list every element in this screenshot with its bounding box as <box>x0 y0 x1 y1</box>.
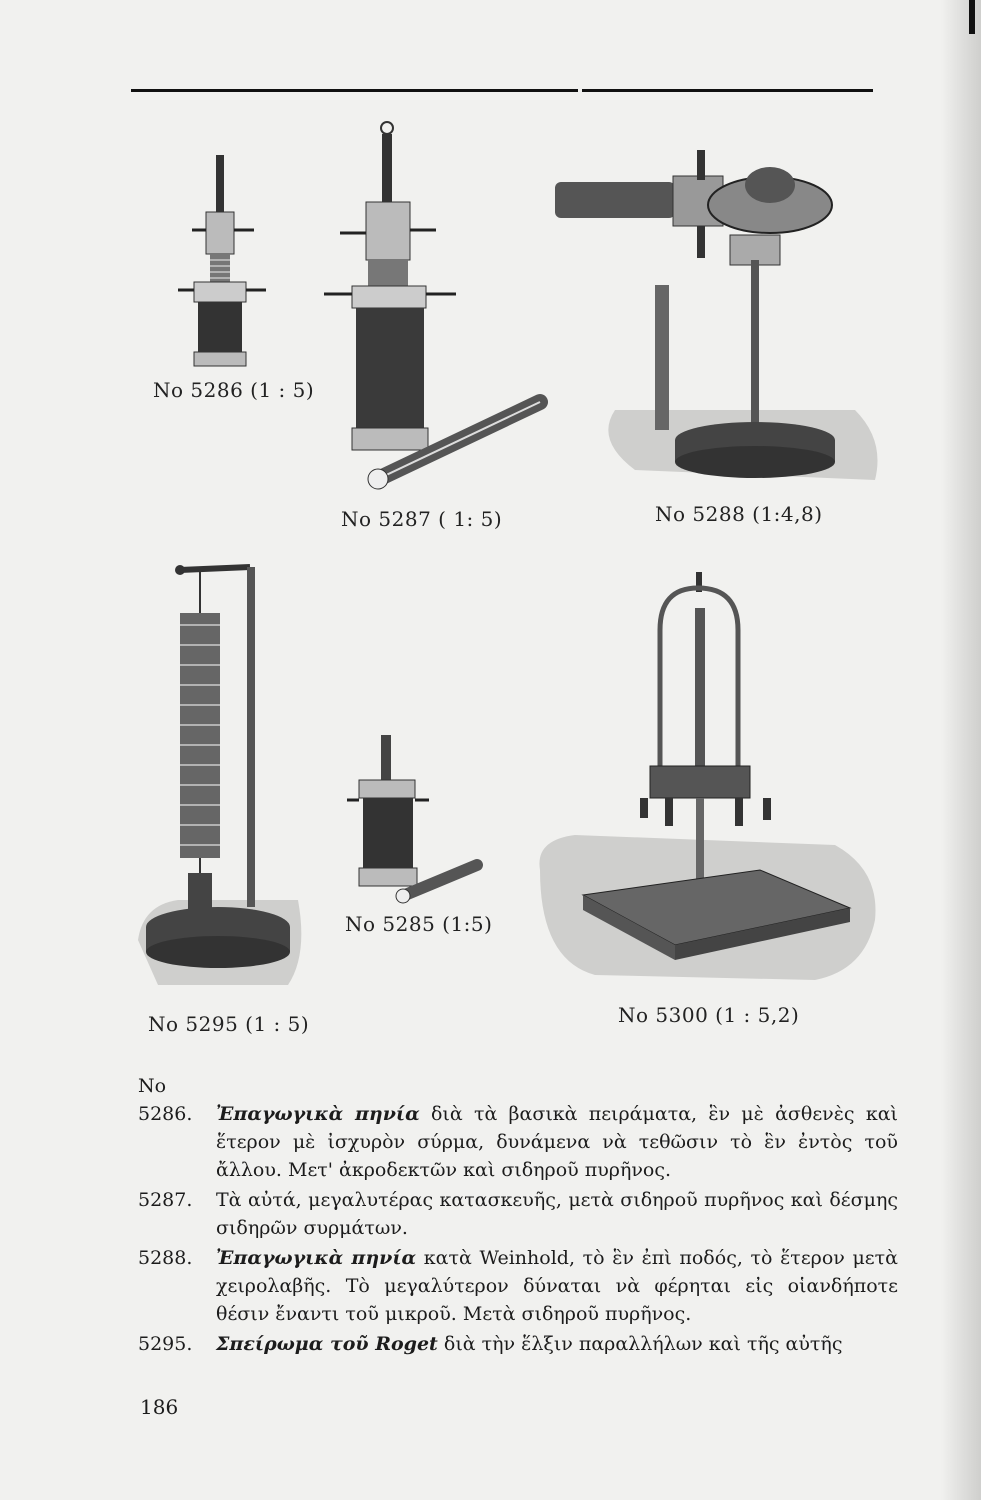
caption-5287: No 5287 ( 1: 5) <box>341 507 503 531</box>
edge-mark <box>969 0 975 34</box>
figure-5285-illustration <box>345 730 485 905</box>
header-rule-left <box>131 89 578 92</box>
entry-number: 5287. <box>138 1189 193 1211</box>
caption-5285: No 5285 (1:5) <box>345 912 493 936</box>
entry-number: 5295. <box>138 1333 193 1355</box>
page-edge-shadow <box>941 0 981 1500</box>
figure-5295-illustration <box>138 555 308 995</box>
caption-5286: No 5286 (1 : 5) <box>153 378 315 402</box>
caption-5300: No 5300 (1 : 5,2) <box>618 1003 800 1027</box>
page-number: 186 <box>140 1395 179 1419</box>
catalog-text <box>138 1072 898 1360</box>
entry-5295 <box>138 1330 898 1358</box>
figure-5287-illustration <box>320 118 550 493</box>
figure-5288-illustration <box>555 140 885 490</box>
entry-lead: Ἐπαγωγικὰ πηνία <box>216 1103 420 1125</box>
entry-body: διὰ τὰ βασικὰ πειράματα, ἓν μὲ ἀσθενὲς καὶ ἕτερον μὲ ἰσχυρὸν σύρμα, δυνάμενα νὰ τεθῶσιν τὸ ἓν ἐντὸς τοῦ ἄλλου. Μετ' ἀκροδεκτῶν καὶ σιδηροῦ πυρῆνος. <box>216 1103 898 1181</box>
entry-number: 5286. <box>138 1103 193 1125</box>
header-rule-right <box>582 89 873 92</box>
no-label: No <box>138 1075 167 1097</box>
caption-5288: No 5288 (1:4,8) <box>655 502 823 526</box>
entry-body: διὰ τὴν ἕλξιν παραλλήλων καὶ τῆς αὐτῆς <box>443 1333 843 1355</box>
entry-lead: Σπείρωμα τοῦ Roget <box>216 1333 438 1355</box>
figure-5286-illustration <box>170 150 270 375</box>
figure-5300-illustration <box>535 570 885 990</box>
caption-5295: No 5295 (1 : 5) <box>148 1012 310 1036</box>
entry-body: Τὰ αὐτά, μεγαλυτέρας κατασκευῆς, μετὰ σιδηροῦ πυρῆνος καὶ δέσμης σιδηρῶν συρμάτων. <box>216 1189 898 1239</box>
entry-5288 <box>138 1244 898 1328</box>
entry-5286 <box>138 1100 898 1184</box>
entry-number: 5288. <box>138 1247 193 1269</box>
entry-5287 <box>138 1186 898 1242</box>
entry-body: κατὰ Weinhold, τὸ ἓν ἐπὶ ποδός, τὸ ἕτερον μετὰ χειρολαβῆς. Τὸ μεγαλύτερον δύναται νὰ φέρηται εἰς οἱανδήποτε θέσιν ἔναντι τοῦ μικροῦ. Μετὰ σιδηροῦ πυρῆνος. <box>216 1247 898 1325</box>
entry-lead: Ἐπαγωγικὰ πηνία <box>216 1247 417 1269</box>
